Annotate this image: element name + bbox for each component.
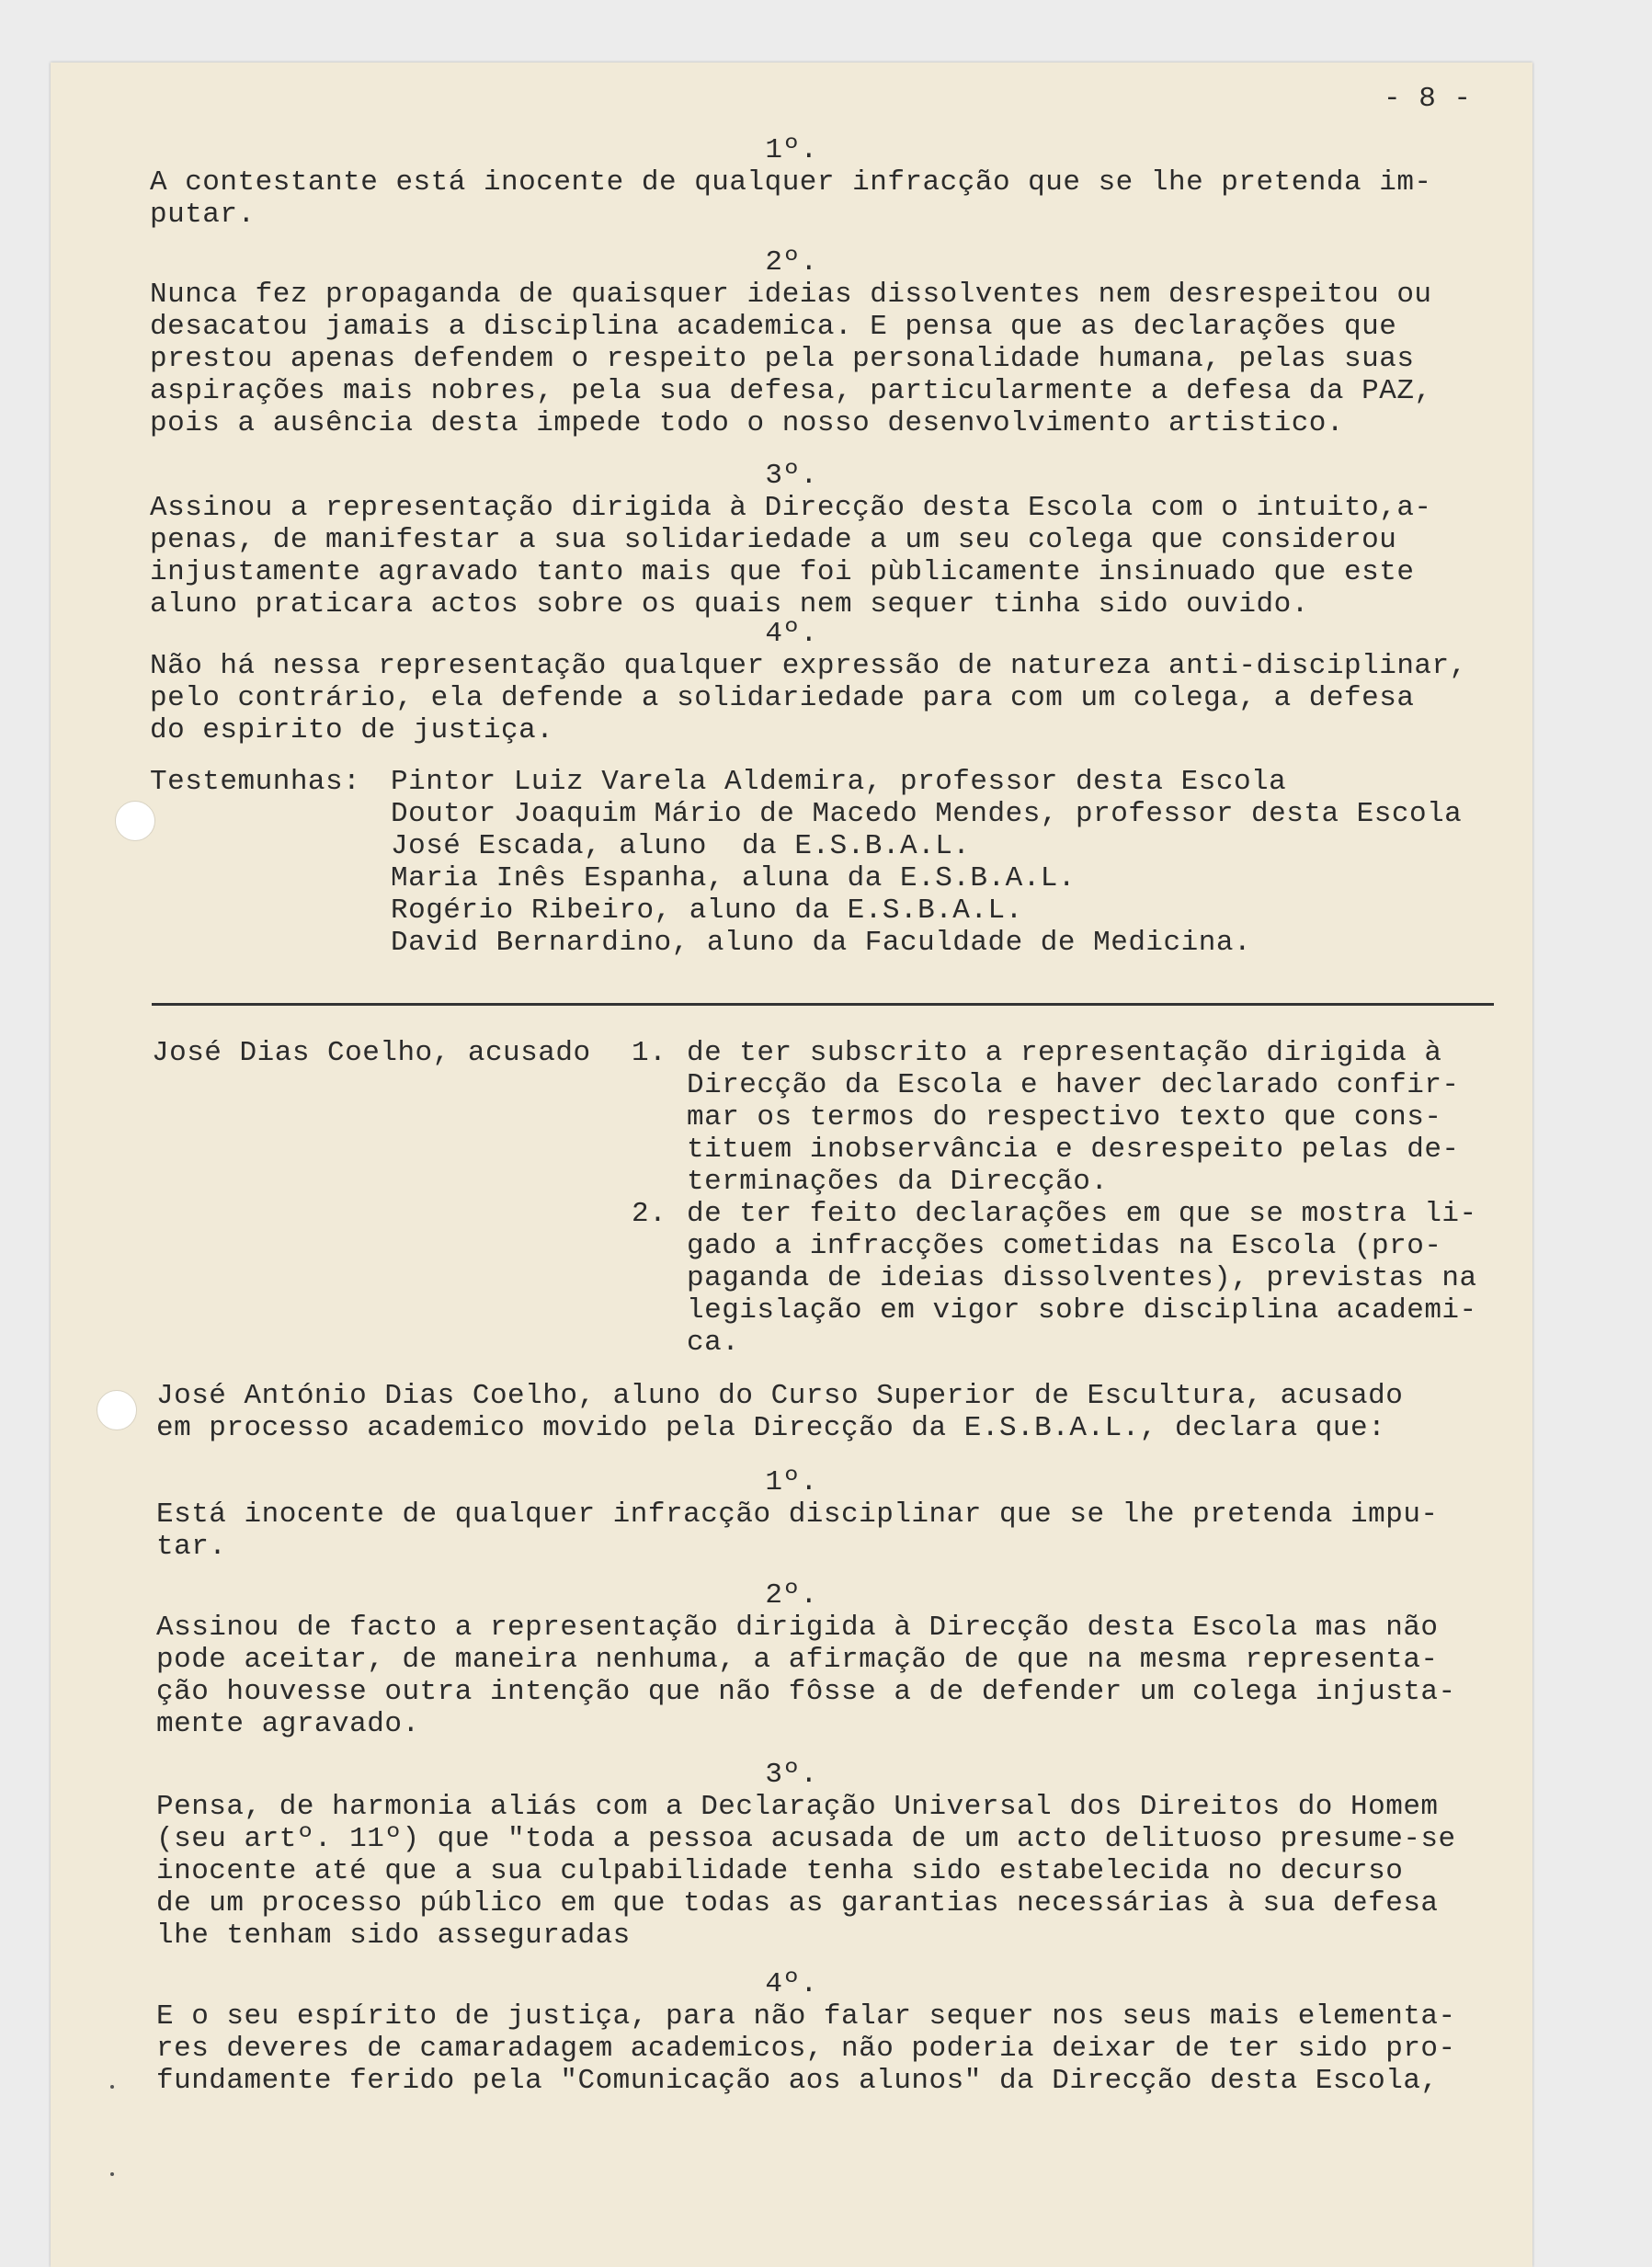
text-line: ção houvesse outra intenção que não fôsse a de defender um colega injusta- <box>156 1676 1456 1708</box>
text-line: Pensa, de harmonia aliás com a Declaração Universal dos Direitos do Homem <box>156 1791 1439 1823</box>
document-page <box>51 63 1532 2267</box>
text-line: prestou apenas defendem o respeito pela personalidade humana, pelas suas <box>150 343 1415 375</box>
charge-line: terminações da Direcção. <box>687 1166 1109 1198</box>
text-line: Assinou de facto a representação dirigida à Direcção desta Escola mas não <box>156 1612 1439 1644</box>
statement-intro: em processo academico movido pela Direcção da E.S.B.A.L., declara que: <box>156 1412 1386 1444</box>
charge-line: de ter subscrito a representação dirigida à <box>687 1037 1442 1069</box>
text-line: Assinou a representação dirigida à Direcção desta Escola com o intuito,a- <box>150 492 1432 524</box>
charge-number: 2. <box>632 1198 667 1230</box>
charge-line: tituem inobservância e desrespeito pelas de- <box>687 1134 1460 1166</box>
text-line: putar. <box>150 199 256 231</box>
text-line: aspirações mais nobres, pela sua defesa, particularmente a defesa da PAZ, <box>150 375 1432 407</box>
text-line: de um processo público em que todas as garantias necessárias à sua defesa <box>156 1887 1439 1920</box>
witness-item: Doutor Joaquim Mário de Macedo Mendes, professor desta Escola <box>391 798 1463 830</box>
witness-item: David Bernardino, aluno da Faculdade de Medicina. <box>391 927 1252 959</box>
text-line: Não há nessa representação qualquer expressão de natureza anti-disciplinar, <box>150 650 1467 682</box>
witness-item: Maria Inês Espanha, aluna da E.S.B.A.L. <box>391 862 1077 894</box>
witness-item: Pintor Luiz Varela Aldemira, professor desta Escola <box>391 766 1287 798</box>
charge-line: legislação em vigor sobre disciplina academi- <box>687 1294 1477 1327</box>
text-line: (seu artº. 11º) que "toda a pessoa acusada de um acto delituoso presume-se <box>156 1823 1456 1855</box>
paragraph-number: 4º. <box>765 618 818 650</box>
witness-item: José Escada, aluno da E.S.B.A.L. <box>391 830 971 862</box>
witnesses-label: Testemunhas: <box>150 766 361 798</box>
charge-line: ca. <box>687 1327 740 1359</box>
paragraph-number: 3º. <box>765 1759 818 1791</box>
accused-subject: José Dias Coelho, acusado <box>152 1037 591 1069</box>
statement-intro: José António Dias Coelho, aluno do Curso Superior de Escultura, acusado <box>156 1380 1404 1412</box>
text-line: penas, de manifestar a sua solidariedade a um seu colega que considerou <box>150 524 1397 556</box>
text-line: res deveres de camaradagem academicos, não poderia deixar de ter sido pro- <box>156 2033 1456 2065</box>
text-line: inocente até que a sua culpabilidade tenha sido estabelecida no decurso <box>156 1855 1404 1887</box>
charge-number: 1. <box>632 1037 667 1069</box>
text-line: do espirito de justiça. <box>150 714 554 746</box>
text-line: E o seu espírito de justiça, para não falar sequer nos seus mais elementa- <box>156 2000 1456 2033</box>
text-line: mente agravado. <box>156 1708 420 1740</box>
charge-line: mar os termos do respectivo texto que cons- <box>687 1101 1442 1134</box>
paragraph-number: 2º. <box>765 246 818 279</box>
text-line: fundamente ferido pela "Comunicação aos alunos" da Direcção desta Escola, <box>156 2065 1439 2097</box>
text-line: tar. <box>156 1531 227 1563</box>
text-line: injustamente agravado tanto mais que foi pùblicamente insinuado que este <box>150 556 1415 588</box>
charge-line: Direcção da Escola e haver declarado confir- <box>687 1069 1460 1101</box>
paragraph-number: 1º. <box>765 1466 818 1498</box>
text-line: Está inocente de qualquer infracção disciplinar que se lhe pretenda impu- <box>156 1498 1439 1531</box>
witness-item: Rogério Ribeiro, aluno da E.S.B.A.L. <box>391 894 1023 927</box>
ink-speck <box>110 2172 114 2176</box>
ink-speck <box>110 2085 114 2089</box>
text-line: A contestante está inocente de qualquer infracção que se lhe pretenda im- <box>150 166 1432 199</box>
text-line: pois a ausência desta impede todo o nosso desenvolvimento artistico. <box>150 407 1345 439</box>
punch-hole-bottom <box>97 1390 137 1430</box>
paragraph-number: 3º. <box>765 460 818 492</box>
text-line: desacatou jamais a disciplina academica. E pensa que as declarações que <box>150 311 1397 343</box>
section-divider <box>152 1003 1494 1006</box>
paragraph-number: 2º. <box>765 1579 818 1612</box>
paragraph-number: 4º. <box>765 1968 818 2000</box>
charge-line: de ter feito declarações em que se mostra li- <box>687 1198 1477 1230</box>
text-line: pode aceitar, de maneira nenhuma, a afirmação de que na mesma representa- <box>156 1644 1439 1676</box>
charge-line: gado a infracções cometidas na Escola (pro- <box>687 1230 1442 1262</box>
text-line: pelo contrário, ela defende a solidariedade para com um colega, a defesa <box>150 682 1415 714</box>
page-number: - 8 - <box>1384 83 1472 115</box>
text-line: aluno praticara actos sobre os quais nem sequer tinha sido ouvido. <box>150 588 1309 621</box>
paragraph-number: 1º. <box>765 134 818 166</box>
text-line: lhe tenham sido asseguradas <box>156 1920 631 1952</box>
charge-line: paganda de ideias dissolventes), previstas na <box>687 1262 1477 1294</box>
punch-hole-top <box>115 801 155 841</box>
text-line: Nunca fez propaganda de quaisquer ideias dissolventes nem desrespeitou ou <box>150 279 1432 311</box>
